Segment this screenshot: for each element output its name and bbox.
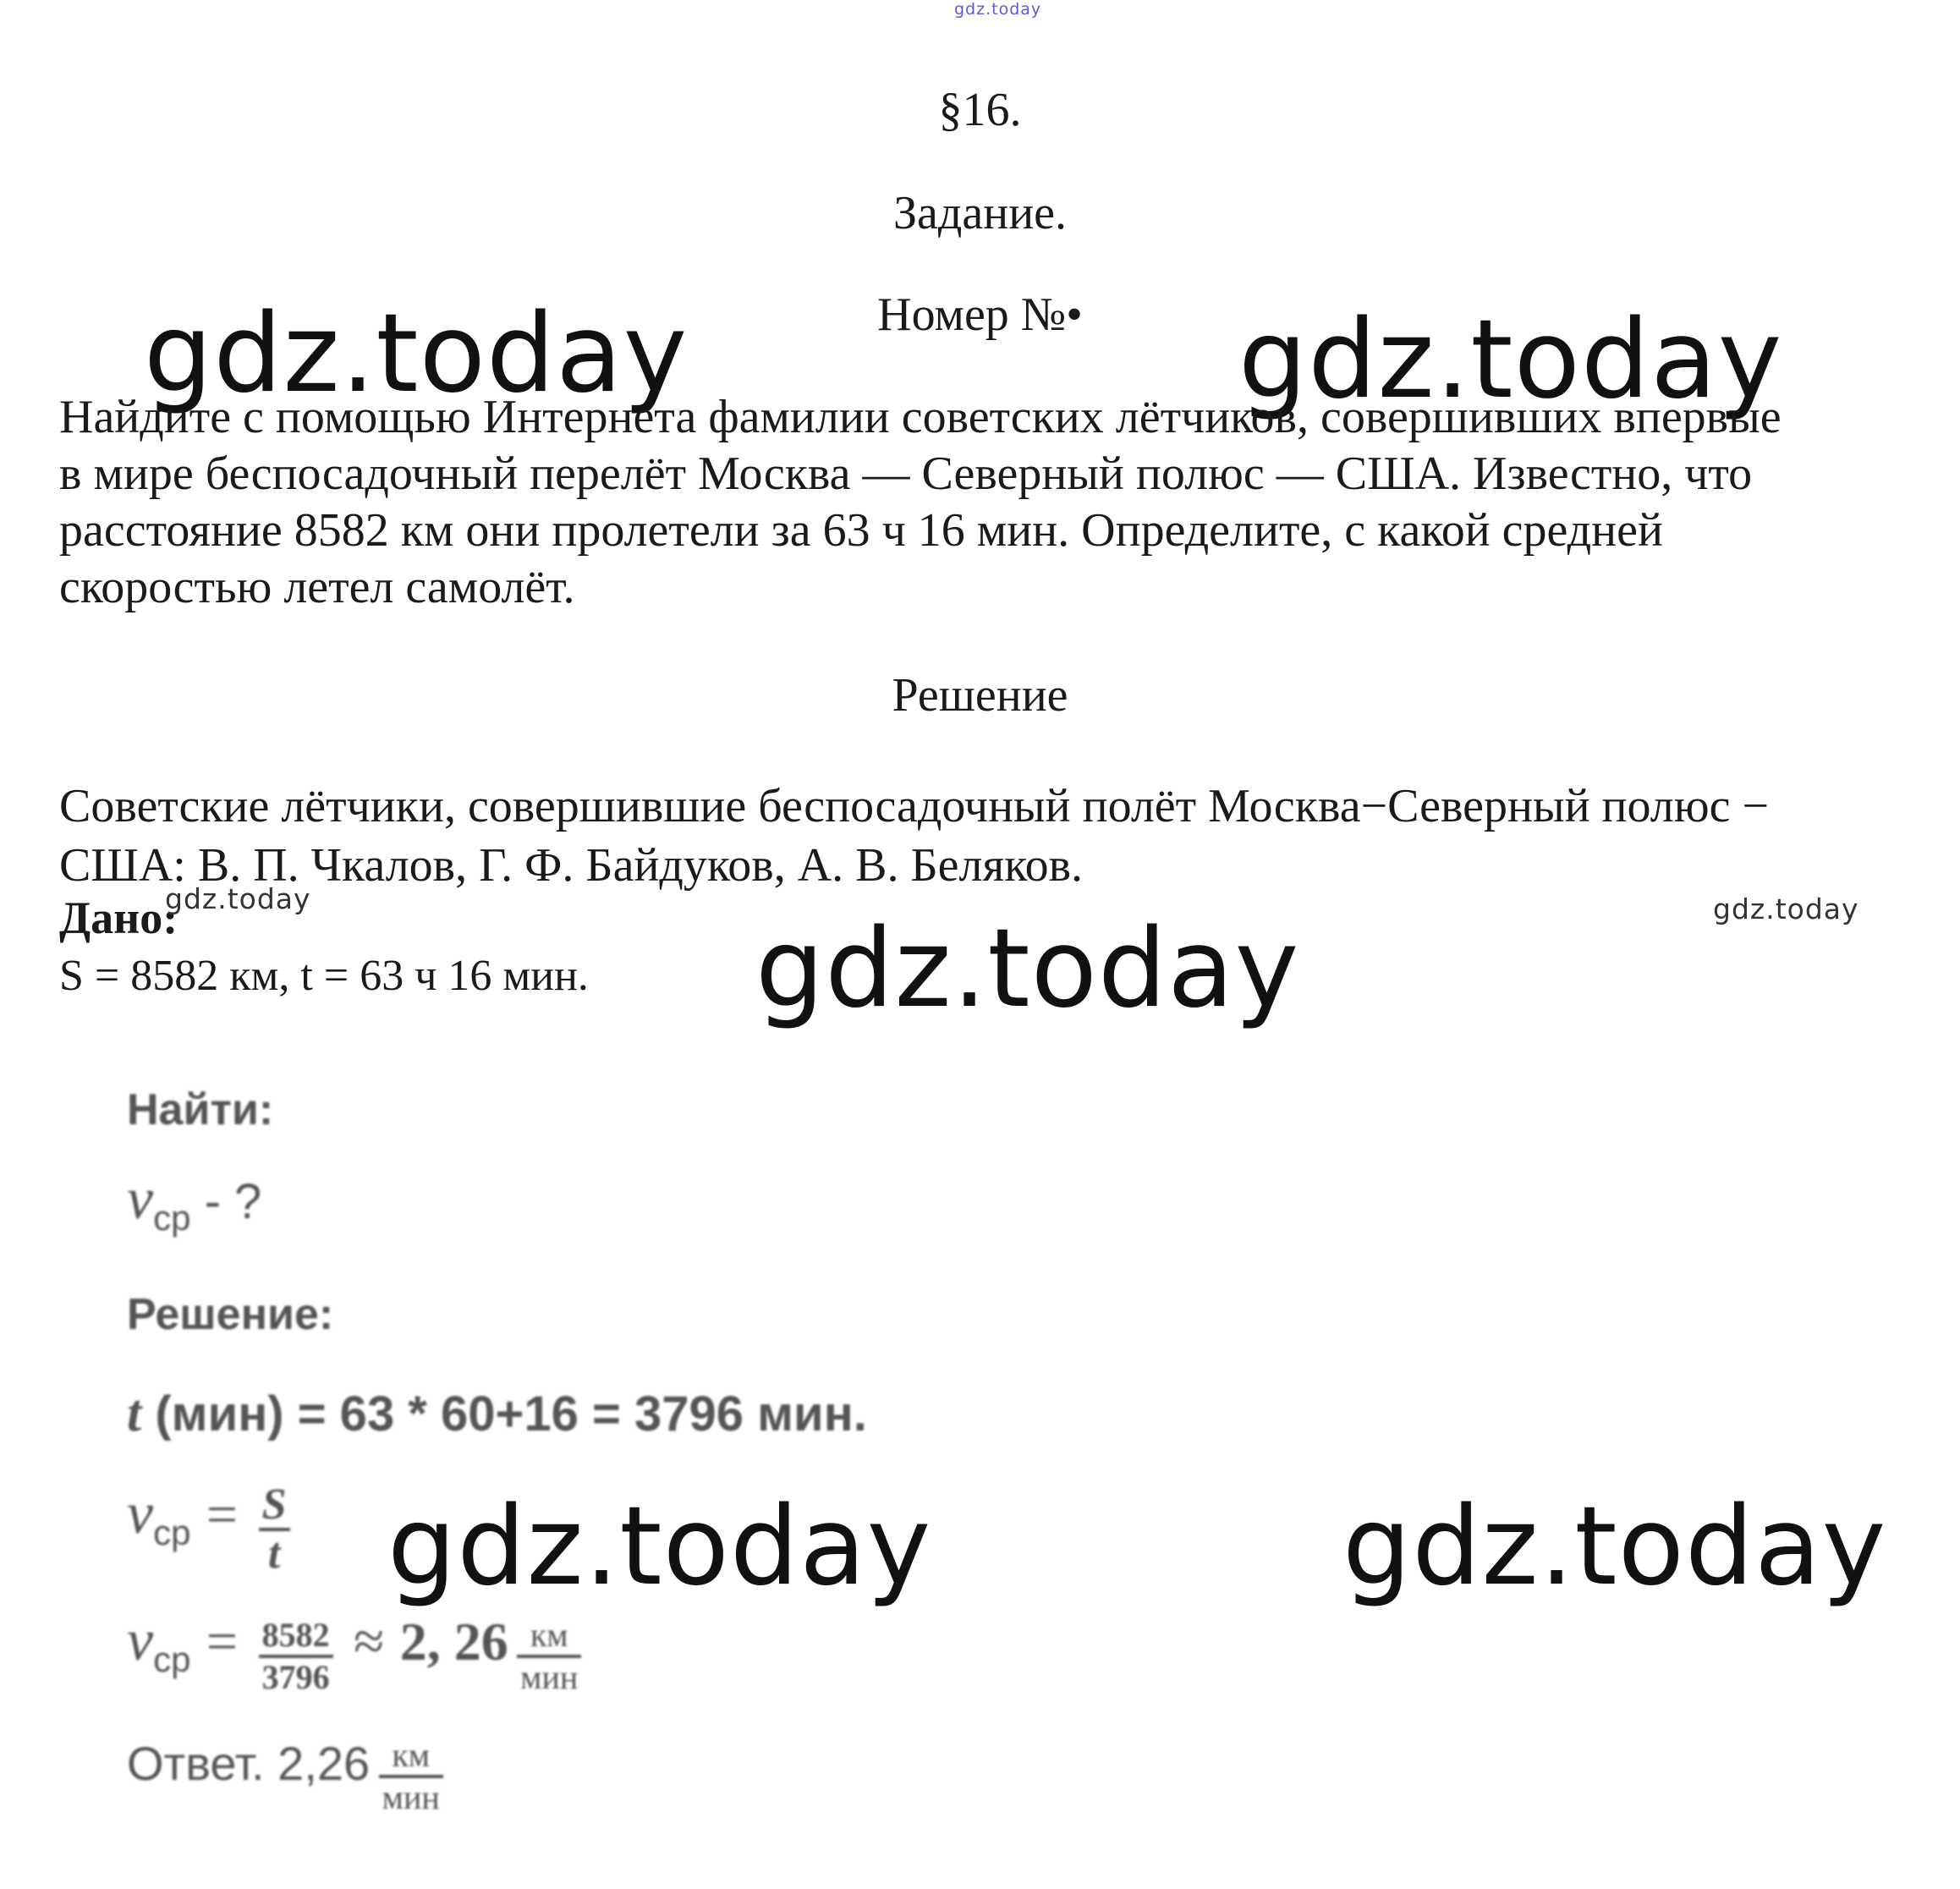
watermark: gdz.today	[1238, 297, 1783, 423]
task-line: скоростью летел самолёт.	[59, 561, 575, 613]
calc-fraction	[259, 1616, 333, 1697]
find-suffix: - ?	[204, 1174, 262, 1229]
velocity-var: v	[127, 1167, 154, 1232]
answer-line: Советские лётчики, совершившие беспосадочный полёт Москва−Северный полюс −	[59, 780, 1770, 832]
equals-sign: =	[206, 1611, 239, 1672]
solution-label: Решение:	[127, 1290, 334, 1339]
watermark: gdz.today	[144, 291, 689, 417]
fraction-numerator: S	[259, 1482, 290, 1531]
time-line	[127, 1384, 867, 1444]
unit-numerator: км	[379, 1736, 443, 1778]
watermark: gdz.today	[387, 1484, 932, 1610]
answer-unit-fraction	[379, 1736, 443, 1817]
watermark-small: gdz.today	[1713, 892, 1859, 925]
fraction-denominator: t	[267, 1529, 281, 1578]
unit-numerator: км	[517, 1616, 581, 1658]
time-var: t	[127, 1385, 142, 1442]
calc-result: 2, 26	[399, 1612, 508, 1672]
task-label: Задание.	[892, 187, 1068, 239]
watermark: gdz.today	[1342, 1484, 1887, 1610]
answer-line-final	[127, 1736, 448, 1817]
velocity-sub: ср	[153, 1639, 191, 1679]
answer-line: США: В. П. Чкалов, Г. Ф. Байдуков, А. В. Беляков.	[59, 839, 1084, 892]
formula-fraction	[259, 1482, 290, 1577]
find-label: Найти:	[127, 1085, 274, 1134]
time-calc: (мин) = 63 * 60+16 = 3796 мин.	[155, 1387, 867, 1441]
unit-denominator: мин	[520, 1657, 579, 1696]
number-label: Номер №•	[877, 288, 1083, 341]
answer-prefix: Ответ. 2,26	[127, 1737, 371, 1791]
task-line: расстояние 8582 км они пролетели за 63 ч 16 мин. Определите, с какой средней	[59, 504, 1663, 557]
unit-denominator: мин	[382, 1778, 440, 1816]
velocity-sub: ср	[153, 1198, 191, 1238]
section-number: §16.	[938, 84, 1022, 136]
calc-line	[127, 1607, 586, 1697]
task-line: Найдите с помощью Интернета фамилии советских лётчиков, совершивших впервые	[59, 391, 1782, 443]
unit-fraction	[517, 1616, 581, 1697]
answer-text	[59, 777, 1937, 895]
task-text	[59, 389, 1937, 616]
velocity-sub: ср	[153, 1513, 191, 1552]
approx-sign: ≈	[354, 1611, 385, 1672]
task-line: в мире беспосадочный перелёт Москва — Северный полюс — США. Известно, что	[59, 448, 1753, 500]
solution-heading: Решение	[892, 669, 1068, 722]
velocity-var: v	[127, 1481, 154, 1546]
fraction-numerator: 8582	[259, 1616, 333, 1658]
velocity-var: v	[127, 1608, 154, 1673]
watermark-small: gdz.today	[165, 882, 311, 915]
find-line	[127, 1166, 261, 1238]
watermark: gdz.today	[755, 906, 1300, 1032]
equals-sign: =	[206, 1484, 239, 1546]
given-values: S = 8582 км, t = 63 ч 16 мин.	[59, 952, 589, 1000]
given-label: Дано:	[59, 892, 178, 943]
fraction-denominator: 3796	[261, 1657, 330, 1696]
watermark-top: gdz.today	[954, 0, 1042, 19]
formula-line	[127, 1480, 295, 1577]
